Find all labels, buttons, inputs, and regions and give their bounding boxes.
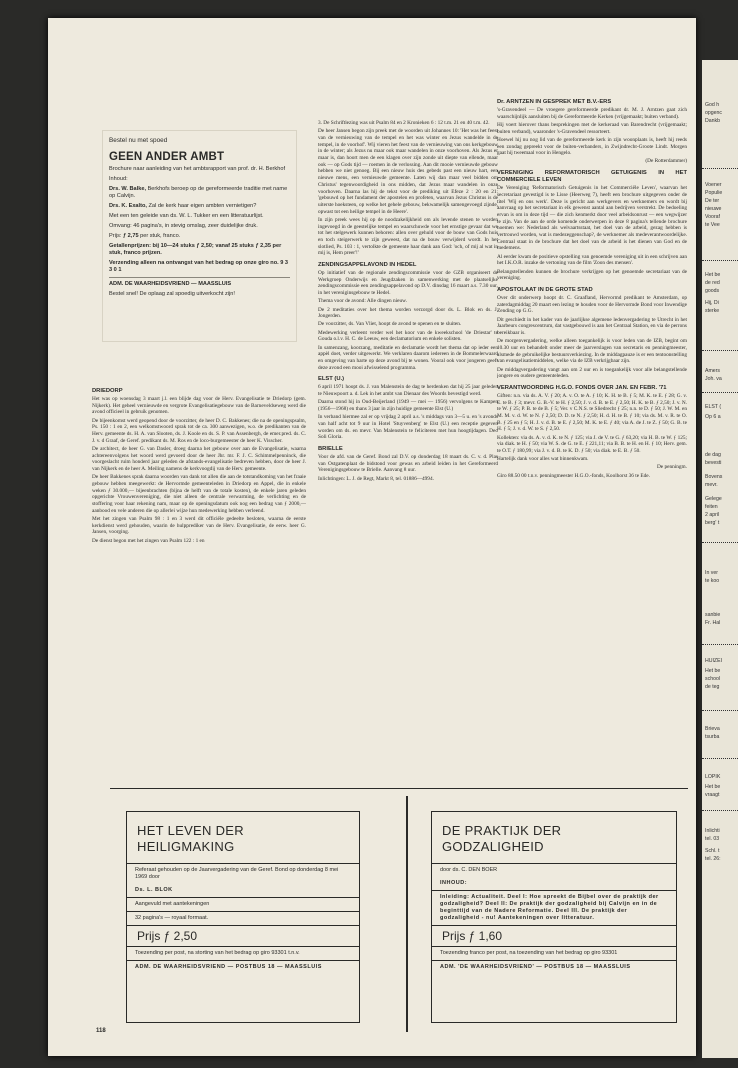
article-paragraph: Giften: n.n. via ds. A. V. ƒ 20; A. v. O. te A. ƒ 10; K. H. te B. ƒ 5; M. K. te E. ƒ 28; G. v. E. te B. ƒ 3; mevr. G. B.-V. te H. ƒ 2,50; J. v. d. B. te E. ƒ 2,50; H. K. te B. ƒ 2,50; J. v. N. te W. ƒ 25; P. B. te de B. ƒ 5; Ver. v C.N.S. te Sliedrecht ƒ 25; n.n. te D. ƒ 50; J. W. M. en M. M. v. d. W. te N. ƒ 2,50; D. D. te N. ƒ 2,50; H. d. H. te B. ƒ 10; via ds. M. v. R. te O. B. ƒ 25 en ƒ 5; H. J. v. d. B. te E. ƒ 2,50; M. K. te E. ƒ 40; via A. de J. te Z. ƒ 50; G. B. te H. ƒ 5; J. v. d. W. te S. ƒ 2,50. <box>497 392 687 433</box>
article-paragraph: Met het zingen van Psalm 98 : 1 en 3 werd dit officiële gedeelte besloten, waarna de eerste kerkdienst werd gehouden, waarin de hulpprediker van de Herv. Evangelisatie, de eerw. heer G. Jansen, voorging. <box>92 515 306 536</box>
strip-text-fragment: Amers <box>705 368 720 374</box>
column-middle <box>318 120 498 770</box>
strip-text-fragment: goods <box>705 288 720 294</box>
strip-rule <box>702 644 738 646</box>
ad2-author: door ds. C. DEN BOER <box>440 867 498 873</box>
article-paragraph: Medewerking verleent verder wel het koor van de kweekschool 'de Driestar' te Gouda o.l.v. H. C. de Leeuw, een declamatorium en enkele solisten. <box>318 329 498 343</box>
strip-text-fragment: Bovens <box>705 474 723 480</box>
strip-text-fragment: opgenc <box>705 110 723 116</box>
ad1-author: Ds. L. BLOK <box>135 887 173 893</box>
strip-text-fragment: de red <box>705 280 720 286</box>
ad1-shipping: Toezending per post, na storting van het bedrag op giro 93301 t.n.v. <box>135 950 300 956</box>
booklet-line-4: Omvang: 46 pagina's, in stevig omslag, zeer duidelijke druk. <box>109 223 258 229</box>
booklet-inhoud: Inhoud: <box>109 176 128 182</box>
article-signature: De penningm. <box>656 464 687 471</box>
booklet-author-2: Drs. K. Exalto, <box>109 203 147 209</box>
strip-text-fragment: tsurba <box>705 734 720 740</box>
article-paragraph: In verband hiermee zal er op vrijdag 2 april a.s. 's middags van 3—5 u. en 's avonds van half acht tot 9 uur in Hotel 'Stuyvenberg' te Elst (U.) een receptie gegeven worden om ds. en mevr. Van Malenstein te feliciteren met hun hoogtijdagen. Deo Soli Gloria. <box>318 414 498 441</box>
booklet-shipping <box>109 260 290 274</box>
article-paragraph: Belangstellenden kunnen de brochure verkrijgen op het genoemde secretariaat van de vereniging. <box>497 268 687 282</box>
page-number: 118 <box>96 1028 106 1034</box>
strip-text-fragment: sanbie <box>705 612 721 618</box>
ad1-title-line-1: HET LEVEN DER <box>137 823 244 838</box>
ad1-title-line-2: HEILIGMAKING <box>137 839 235 854</box>
booklet-urge: Bestel snel! De oplaag zal spoedig uitverkocht zijn! <box>109 291 235 297</box>
article-paragraph: De morgenvergadering, welke alleen toegankelijk is voor leden van de IZB, begint om 10.30 uur en behandelt onder meer de jaarverslagen van secretaris en penningmeester, alsmede de gebruikelijke bestuursverkiezing. In de middagpauze is er een tentoonstelling van evangelisatiemiddelen, welke via de IZB verkrijgbaar zijn. <box>497 338 687 365</box>
article-paragraph: Kollekten: via ds. A. v. d. K. te N. ƒ 125; via J. de V. te G. ƒ 63,20; via H. B. te W. ƒ 125; via diak. te H. ƒ 50; via W. S. de G. te E. ƒ 221,11; via B. B. te H. en H. ƒ 10; Herv. gem. te O.T. ƒ 180,99; via J. v. d. B. te K. D. ƒ 50; via diak. te E. B. ƒ 50. <box>497 434 687 455</box>
booklet-subtitle: Brochure naar aanleiding van het ambtsrapport van prof. dr. H. Berkhof <box>109 166 285 172</box>
strip-text-fragment: 2 april <box>705 512 720 518</box>
strip-text-fragment: bevesti <box>705 460 722 466</box>
strip-text-fragment: te koo <box>705 578 720 584</box>
column-driedorp <box>92 383 306 773</box>
advert-top-rule <box>110 788 688 791</box>
ad2-inhoud: INHOUD: <box>440 880 468 886</box>
booklet-line-3: Met een ten geleide van ds. W. L. Tukker en een litteratuurlijst. <box>109 213 264 219</box>
article-paragraph: Hartelijk dank voor alles wat binnenkwam. <box>497 456 589 463</box>
strip-rule <box>702 350 738 352</box>
strip-text-fragment: Het be <box>705 668 721 674</box>
strip-text-fragment: feiten <box>705 504 718 510</box>
article-paragraph: Dit geschiedt in het kader van de jaarlijkse algemene ledenvergadering te Utrecht in het Jaarbeurs congrescentrum, dat vastgebouwd is aan het Centraal Station, en via de perrons bereikbaar is. <box>497 316 687 336</box>
strip-text-fragment: Brieva <box>705 726 720 732</box>
strip-text-fragment: nieuwe <box>705 206 722 212</box>
article-heading-hedel: ZENDINGSAPPELAVOND IN HEDEL <box>318 262 417 269</box>
booklet-price <box>109 233 290 240</box>
article-paragraph: Inlichtingen: L. J. de Regt, Markt 8, tel. 01886—4994. <box>318 475 434 482</box>
strip-text-fragment: Het be <box>705 272 721 278</box>
article-paragraph: Giro 88.50 00 t.n.v. penningmeester H.G.O.-fonds, Koolhorst 36 te Ede. <box>497 472 650 479</box>
article-paragraph: Het was op woensdag 3 maart j.l. een blijde dag voor de Herv. Evangelisatie te Driedorp (gem. Nijkerk). Het geheel vernieuwde en vergrote Evangelisatiegebouw van de Barneveldseweg werd die avond officieel in gebruik genomen. <box>92 396 306 416</box>
ad1-price: Prijs ƒ 2,50 <box>137 929 198 943</box>
booklet-bulk-value: bij 10—24 stuks ƒ 2,50; vanaf 25 stuks ƒ 2,35 per stuk, franco prijzen. <box>109 243 282 256</box>
strip-rule <box>702 168 738 170</box>
strip-rule <box>702 710 738 712</box>
strip-text-fragment: de teg <box>705 684 720 690</box>
booklet-line-1 <box>109 186 290 200</box>
strip-rule <box>702 260 738 262</box>
strip-text-fragment: LOPIK <box>705 774 721 780</box>
booklet-divider <box>109 277 290 278</box>
booklet-address <box>109 281 290 288</box>
strip-text-fragment: vraagt <box>705 792 720 798</box>
strip-rule <box>702 542 738 544</box>
article-paragraph: Op initiatief van de regionale zendingscommissie voor de GZB organiseert de Werkgroep Onderwijs en Jeugdzaken in samenwerking met de plaatselijke zendingscommissie een zendingsappelavond op D.V. dinsdag 16 maart a.s. 7.30 uur, in het vereniginsgebouw te Hedel. <box>318 270 498 297</box>
strip-text-fragment: De ter <box>705 198 720 204</box>
strip-text-fragment: school <box>705 676 720 682</box>
ad2-price: Prijs ƒ 1,60 <box>442 929 503 943</box>
strip-text-fragment: Dankb <box>705 118 720 124</box>
strip-text-fragment: berg' t <box>705 520 720 526</box>
booklet-title: GEEN ANDER AMBT <box>109 151 225 163</box>
booklet-advertisement <box>102 130 297 342</box>
article-paragraph: In zijn preek wees hij op de noodzakelijkheid om als levende stenen te worden ingevoegd in de geestelijke tempel en waarschuwde voor het ernstige gevaar dat we tot het stelgewerk kunnen behoren: allen over gehuld voor de bouw van Gods huis en toch steigerwerk te zijn geweest, dat na de bouw verwijderd wordt. In het slotlied, Ps. 103 : 1, vertolkte de gemeente haar dank aan God: 'och, of mij al wat in mij is, Hem preer'!' <box>318 216 498 257</box>
article-heading-driedorp: DRIEDORP <box>92 388 123 394</box>
strip-rule <box>702 392 738 394</box>
strip-text-fragment: Populie <box>705 190 723 196</box>
strip-rule <box>702 810 738 812</box>
strip-text-fragment: tel. 26: <box>705 856 721 862</box>
adjacent-page-strip <box>702 60 738 1058</box>
strip-text-fragment: Inlichti <box>705 828 720 834</box>
strip-text-fragment: Vooraf <box>705 214 720 220</box>
article-paragraph: 3. De Schriftlezing was uit Psalm 84 en 2 Kronieken 6 : 12 t.m. 21 en 40 t.m. 42. <box>318 120 490 126</box>
strip-text-fragment: God h <box>705 102 720 108</box>
strip-text-fragment: Voener <box>705 182 722 188</box>
strip-text-fragment: Joh. va <box>705 376 722 382</box>
strip-text-fragment: Op 6 a <box>705 414 721 420</box>
article-paragraph: 's-Gravendeel — De vroegere gereformeerde predikant dr. M. J. Arntzen gaat zich waarschijnlijk aansluiten bij de Gereformeerde Kerken (vrijgemaakt; buiten verband). <box>497 107 687 120</box>
article-paragraph: De Vereniging 'Reformatorisch Getuigenis in het Commerciële Leven', waarvan het secretariaat gevestigd is te Lisse (Heerweg 7), heeft een brochure uitgegeven onder de titel 'Wij en ons werk'. Deze is gericht aan werkgevers en werknemers en wordt bij aanvraag op het secretariaat in elk gewenst aantal aan bedrijven verstrekt. De bedoeling ervan is om in deze tijd — die zich kenmerkt door veel arbeidsonrust — een wegwijzer te zijn. Van de aan de orde komende onderwerpen in deze 8 pagina's tellende brochure noemen we: Nederland als welvaartsstaat, het doel van de arbeid, gezag hebben is vertrouwd worden, wat is medezeggenschap?, de werknemer als medeverantwoordelijke. Centraal staat in de brochure dat het doel van de arbeid is het dienen van God en de medemens. <box>497 185 687 252</box>
article-paragraph: In samenzang, koorzang, meditatie en declamatie wordt het thema dat op ieder een appèl doet, verder uitgewerkt. We verklaren daarom iedereen in de Bommelerwaard en omgeving van harte op deze avond bij te wonen. Vooral ook voor jongeren geeft deze avond een mooi afwisselend programma. <box>318 344 498 371</box>
strip-text-fragment: mevr. <box>705 482 718 488</box>
strip-text-fragment: Schl. t <box>705 848 720 854</box>
ad2-title-line-1: DE PRAKTIJK DER <box>442 823 562 838</box>
article-source: (De Rotterdammer) <box>645 158 687 165</box>
ad2-shipping: Toezending franco per post, na toezending van het bedrag op giro 93301 <box>440 950 618 956</box>
article-paragraph: Voor de afd. van de Geref. Bond zal D.V. op donderdag 18 maart ds. C. v. d. Plas van Ostgatenplaat de bidstond voor gewas en arbeid leiden in het Gereformeerd Verenigingsgebouw te Brielle. Aanvang 8 uur. <box>318 454 498 474</box>
article-paragraph: Hoewel hij nu nog lid van de gereformeerde kerk in zijn woonplaats is, heeft hij reeds een zondag gepreekt voor de buiten-verbanders, in Zwijndrecht-Groote Lindt. Morgen gaat hij tweemaal voor in Hengelo. <box>497 136 687 157</box>
ad1-address: ADM. DE WAARHEIDSVRIEND — POSTBUS 18 — MAASSLUIS <box>135 964 322 970</box>
advert-divider <box>406 796 408 1032</box>
article-paragraph: Over dit onderwerp hoopt dr. C. Graafland, Hervormd predikant te Amsterdam, op zaterdagmiddag 20 maart een lezing te houden voor de Hervormde Bond voor Inwendige Zending op G.G. <box>497 294 687 315</box>
ad2-contents: Inleiding: Actualiteit. Deel I: Hoe spreekt de Bijbel over de praktijk der godzaligheid? Deel II: De praktijk der godzaligheid bij Calvijn en in de beginttijd van de Nadere Reformatie. Deel III. De praktijk der godzaligheid - nu! Aantekeningen over litteratuur. <box>440 894 659 921</box>
article-heading-hgo-fonds: VERANTWOORDING H.G.O. FONDS OVER JAN. EN FEBR. '71 <box>497 384 667 391</box>
newspaper-page <box>48 18 696 1056</box>
ad1-title <box>127 812 359 863</box>
advertisement-godzaligheid <box>431 811 677 1023</box>
booklet-essay-2: Zal de kerk haar eigen ambten vernietigen? <box>148 203 257 209</box>
booklet-essay-1: Berkhofs beroep op de gereformeerde traditie met name op Calvijn. <box>109 186 288 199</box>
article-paragraph: De heer Jansen begon zijn preek met de woorden uit Johannes 10: 'Het was het feest van de vernieuwing van de tempel en het was winter en Jezus wandelde in de tempel, in de voorhof'. Wij vieren het feest van de vernieuwing van ons kerkgebouw in de winter; als Jezus nu maar ook maar wandelen in onze voorhoven. Als Jezus er maar is, dan hoort men de een klagen over zijn zonde uit diepte van ellende, maar ook — op Gods tijd — roemen in de verlossing. Aan dit mooie vernieuwde gebouw hebben we niet genoeg. Bij een nieuw huis des gebeds past een nieuw hart, een nieuwe mens, een vernieuwde gemeente. Laten wij dan maar veel bidden om Christus' tegenwoordigheid in ons midden, dat Jezus maar wandelen in onze voorhoven. Daarna las hij de tekst voor de prediking uit Efeze 2 : 20 en 21: 'gebouwd op het fundament der apostelen en profeten, waarvan Jezus Christus is de uiterste hoeksteen, op welke het gehele gebouw, bekwamelijk samengevoegd zijnde, opwast tot een heilige tempel in de Heere'. <box>318 128 498 215</box>
article-heading-arntzen: Dr. ARNTZEN IN GESPREK MET B.V.-ERS <box>497 99 612 105</box>
article-paragraph: Daarna stond hij in Oud-Beijerland (1949 — mei — 1956) vervolgens te Kampen (1956—1968) en thans 3 jaar in zijn huidige gemeente Elst (U.) <box>318 399 498 413</box>
strip-text-fragment: Fr. Hal <box>705 620 721 626</box>
strip-text-fragment: ELST ( <box>705 404 722 410</box>
article-paragraph: De heer Bakkenes sprak daarna woorden van dank tot allen die aan de totstandkoming van het fraaie gebouw hebben meegewerkt: de Hervormde gemeenteleden in Driedorp en Appel, die in enkele weken ƒ 30.000,— bijeenbrachten (bijna de helft van de totale kosten), de enkele jaren geleden opgerichte Vrouwenvereniging, die niet alleen de centrale verwarming, de verlichting en de stoffering voor haar rekening nam, maar op de openingsdatum ook nog een bedrag van ƒ 2000,— aanbood en vele anderen die op allerlei wijze hun medewerking hebben verleend. <box>92 474 306 514</box>
strip-text-fragment: de dag <box>705 452 721 458</box>
strip-text-fragment: tel. 03 <box>705 836 720 842</box>
article-paragraph: 6 april 1971 hoopt ds. J. van Malenstein de dag te herdenken dat hij 25 jaar geleden te Nieuwpoort a. d. Lek in het ambt van Dienaar des Woords bevestigd werd. <box>318 384 498 398</box>
strip-text-fragment: Hij, Di <box>705 300 719 306</box>
article-paragraph: Hij voert hierover thans besprekingen met de kerkeraad van Barendrecht (vrijgemaakt; buiten verband), waaronder 's-Gravendeel ressorteert. <box>497 121 687 135</box>
article-heading-apostolaat: APOSTOLAAT IN DE GROTE STAD <box>497 286 593 293</box>
booklet-author-1: Drs. W. Balke, <box>109 186 146 192</box>
booklet-price-value: ƒ 2,75 <box>123 233 139 239</box>
strip-text-fragment: te Vee <box>705 222 720 228</box>
booklet-line-2 <box>109 203 290 210</box>
advertisement-heiligmaking <box>126 811 360 1023</box>
booklet-address-text: ADM. DE WAARHEIDSVRIEND — MAASSLUIS <box>109 281 232 287</box>
article-paragraph: Thema voor de avond: Alle dingen nieuw. <box>318 298 407 305</box>
article-paragraph: De architect, de heer G. van Dasler, droeg daarna het gebouw over aan de Evangelisatie, waarna achtereenvolgens het woord werd gevoerd door de heer Jhr. mr. F. J. C. Schimmelpenninck, die voorgeslacht ruim honderd jaar geleden de afstands-evangelisatie bedreven hebben, door de heer J. van Nijkerk en de heer A. Meiling namens de kerkvoogdij van de Herv. gemeente. <box>92 445 306 473</box>
article-paragraph: De voorzitter, ds. Van Vliet, hoopt de avond te openen en te sluiten. <box>318 321 462 328</box>
article-paragraph: Al eerder kwam de positieve opstelling van genoemde vereniging uit in een schrijven aan het I.K.O.R. inzake de vertoning van de film 'Zoon des mensen'. <box>497 253 687 267</box>
article-heading-elst: ELST (U.) <box>318 376 345 383</box>
article-paragraph: De 2 meditaties over het thema worden verzorgd door ds. L. Blok en ds. J. Jongerden. <box>318 306 498 320</box>
strip-text-fragment: Gelege <box>705 496 722 502</box>
booklet-bulk-prices <box>109 243 290 257</box>
strip-text-fragment: Het be <box>705 784 721 790</box>
strip-text-fragment: HUIZEI <box>705 658 723 664</box>
column-right <box>497 94 687 774</box>
ad1-annotations: Aangevuld met aantekeningen <box>135 901 210 907</box>
article-paragraph: De middagvergadering vangt aan om 2 uur en is toegankelijk voor alle belangstellende jongere en oudere gemeenteleden. <box>497 366 687 380</box>
booklet-shipping-text: Verzending alleen na ontvangst van het bedrag op onze giro no. 9 3 3 0 1 <box>109 260 289 273</box>
booklet-bulk-label: Getallenprijzen: <box>109 243 151 249</box>
booklet-top-line: Bestel nu met spoed <box>109 137 168 144</box>
strip-text-fragment: In ver <box>705 570 718 576</box>
strip-text-fragment: sterke <box>705 308 720 314</box>
article-heading-brielle: BRIELLE <box>318 446 343 453</box>
article-heading-vereniging: VERENIGING REFORMATORISCH GETUIGENIS IN HET COMMERCIELE LEVEN <box>497 170 687 184</box>
ad1-pages: 32 pagina's — royaal formaat. <box>135 915 209 921</box>
article-paragraph: De dienst begon met het zingen van Psalm 122 : 1 en <box>92 537 205 544</box>
ad2-address: ADM. 'DE WAARHEIDSVRIEND' — POSTBUS 18 — MAASSLUIS <box>440 964 631 970</box>
ad1-intro: Referaat gehouden op de Jaarvergadering van de Geref. Bond op donderdag 8 mei 1969 door <box>135 867 339 880</box>
article-paragraph: De bijeenkomst werd geopend door de voorzitter, de heer D. C. Bakkenes; die na de openingspsalm, Ps. 150 : 1 en 2, een welkomstwoord sprak tot de ca. 300 aanwezigen, w.o. de predikanten van de Herv. gemeente ds. H. A. van Slooten, ds. J. Koole en ds. S. P. van Assenbergh, de emer.pred. ds. C. J. v. d Graaf, de Geref. predikant ds. M. Ros en de loco-burgemeester de heer K. Visscher. <box>92 417 306 444</box>
strip-rule <box>702 758 738 760</box>
booklet-price-label: Prijs: <box>109 233 122 239</box>
ad2-title-line-2: GODZALIGHEID <box>442 839 544 854</box>
booklet-price-unit: per stuk, franco. <box>140 233 181 239</box>
ad2-title <box>432 812 676 863</box>
